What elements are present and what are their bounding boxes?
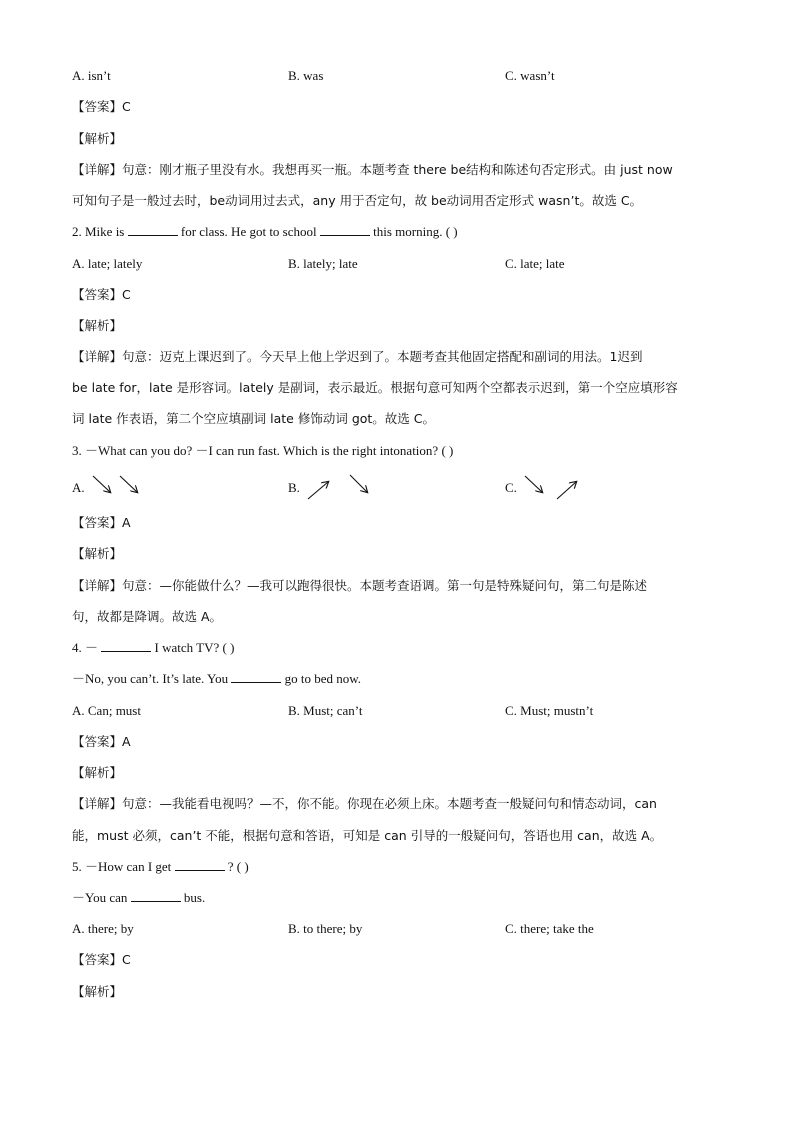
- q5-stem-line-2: [72, 889, 724, 907]
- q4-blank-2: [231, 670, 281, 683]
- q5-blank-1: [175, 858, 225, 871]
- q5-stem-1-part-2: ? ( ): [227, 859, 249, 874]
- q2-stem-part-2: for class. He got to school: [180, 224, 317, 239]
- q4-stem-line-1: [72, 639, 724, 657]
- q5-option-c: C. there; take the: [505, 921, 594, 936]
- q2-option-b: B. lately; late: [288, 256, 358, 271]
- q5-option-b: B. to there; by: [288, 921, 363, 936]
- q2-stem: [72, 223, 724, 241]
- q2-stem-part-3: this morning. ( ): [373, 224, 458, 239]
- q3-analysis-label: 【解析】: [72, 546, 123, 561]
- q3-answer: 【答案】A: [72, 515, 131, 530]
- q5-analysis-label: 【解析】: [72, 984, 123, 999]
- q5-option-a: A. there; by: [72, 921, 134, 936]
- q5-stem-line-1: [72, 858, 724, 876]
- q4-stem-1-part-2: I watch TV? ( ): [154, 640, 235, 655]
- q2-stem-part-1: 2. Mike is: [72, 224, 125, 239]
- q4-detail-line-1: 【详解】句意：—我能看电视吗？—不，你不能。你现在必须上床。本题考查一般疑问句和情态动词，can: [72, 796, 657, 811]
- q2-blank-1: [128, 223, 178, 236]
- q5-stem-2-part-2: bus.: [183, 890, 206, 905]
- q1-option-a: A. isn’t: [72, 68, 111, 83]
- q5-blank-2: [131, 889, 181, 902]
- q4-blank-1: [101, 639, 151, 652]
- q4-option-a: A. Can; must: [72, 703, 141, 718]
- q5-answer: 【答案】C: [72, 952, 131, 967]
- q4-option-b: B. Must; can’t: [288, 703, 363, 718]
- q2-detail-line-2: be late for，late 是形容词。lately 是副词，表示最近。根据句意可知两个空都表示迟到，第一个空应填形容: [72, 380, 678, 395]
- q1-answer: 【答案】C: [72, 99, 131, 114]
- q4-option-c: C. Must; mustn’t: [505, 703, 594, 718]
- q3-option-b-label: B.: [288, 480, 300, 495]
- q1-detail-line-1: 【详解】句意：刚才瓶子里没有水。我想再买一瓶。本题考查 there be结构和陈述句否定形式。由 just now: [72, 162, 673, 177]
- q4-detail-line-2: 能，must 必须，can’t 不能，根据句意和答语，可知是 can 引导的一般疑问句，答语也用 can，故选 A。: [72, 828, 663, 843]
- q4-stem-2-part-1: －No, you can’t. It’s late. You: [72, 671, 229, 686]
- q4-stem-line-2: [72, 670, 724, 688]
- q2-analysis-label: 【解析】: [72, 318, 123, 333]
- q1-option-c: C. wasn’t: [505, 68, 555, 83]
- q3-option-c-falling-rising-arrows-icon: [522, 472, 582, 502]
- q4-answer: 【答案】A: [72, 734, 131, 749]
- q3-detail-line-2: 句，故都是降调。故选 A。: [72, 609, 223, 624]
- q1-option-b: B. was: [288, 68, 324, 83]
- q4-stem-1-part-1: 4. －: [72, 640, 99, 655]
- q2-option-c: C. late; late: [505, 256, 565, 271]
- q1-analysis-label: 【解析】: [72, 131, 123, 146]
- q2-detail-line-3: 词 late 作表语，第二个空应填副词 late 修饰动词 got。故选 C。: [72, 411, 436, 426]
- q3-detail-line-1: 【详解】句意：—你能做什么？—我可以跑得很快。本题考查语调。第一句是特殊疑问句，第二句是陈述: [72, 578, 648, 593]
- q3-option-a-label: A.: [72, 480, 85, 495]
- q4-analysis-label: 【解析】: [72, 765, 123, 780]
- q2-detail-line-1: 【详解】句意：迈克上课迟到了。今天早上他上学迟到了。本题考查其他固定搭配和副词的用法。1迟到: [72, 349, 643, 364]
- q3-option-c-label: C.: [505, 480, 517, 495]
- q3-stem: 3. －What can you do? －I can run fast. Which is the right intonation? ( ): [72, 443, 454, 458]
- q4-stem-2-part-2: go to bed now.: [284, 671, 362, 686]
- q3-option-b-rising-falling-arrows-icon: [304, 472, 374, 502]
- q2-answer: 【答案】C: [72, 287, 131, 302]
- q5-stem-2-part-1: －You can: [72, 890, 128, 905]
- q2-option-a: A. late; lately: [72, 256, 143, 271]
- q2-blank-2: [320, 223, 370, 236]
- q1-detail-line-2: 可知句子是一般过去时，be动词用过去式，any 用于否定句，故 be动词用否定形式 wasn’t。故选 C。: [72, 193, 643, 208]
- q3-option-a-falling-falling-arrows-icon: [90, 472, 142, 498]
- q5-stem-1-part-1: 5. －How can I get: [72, 859, 172, 874]
